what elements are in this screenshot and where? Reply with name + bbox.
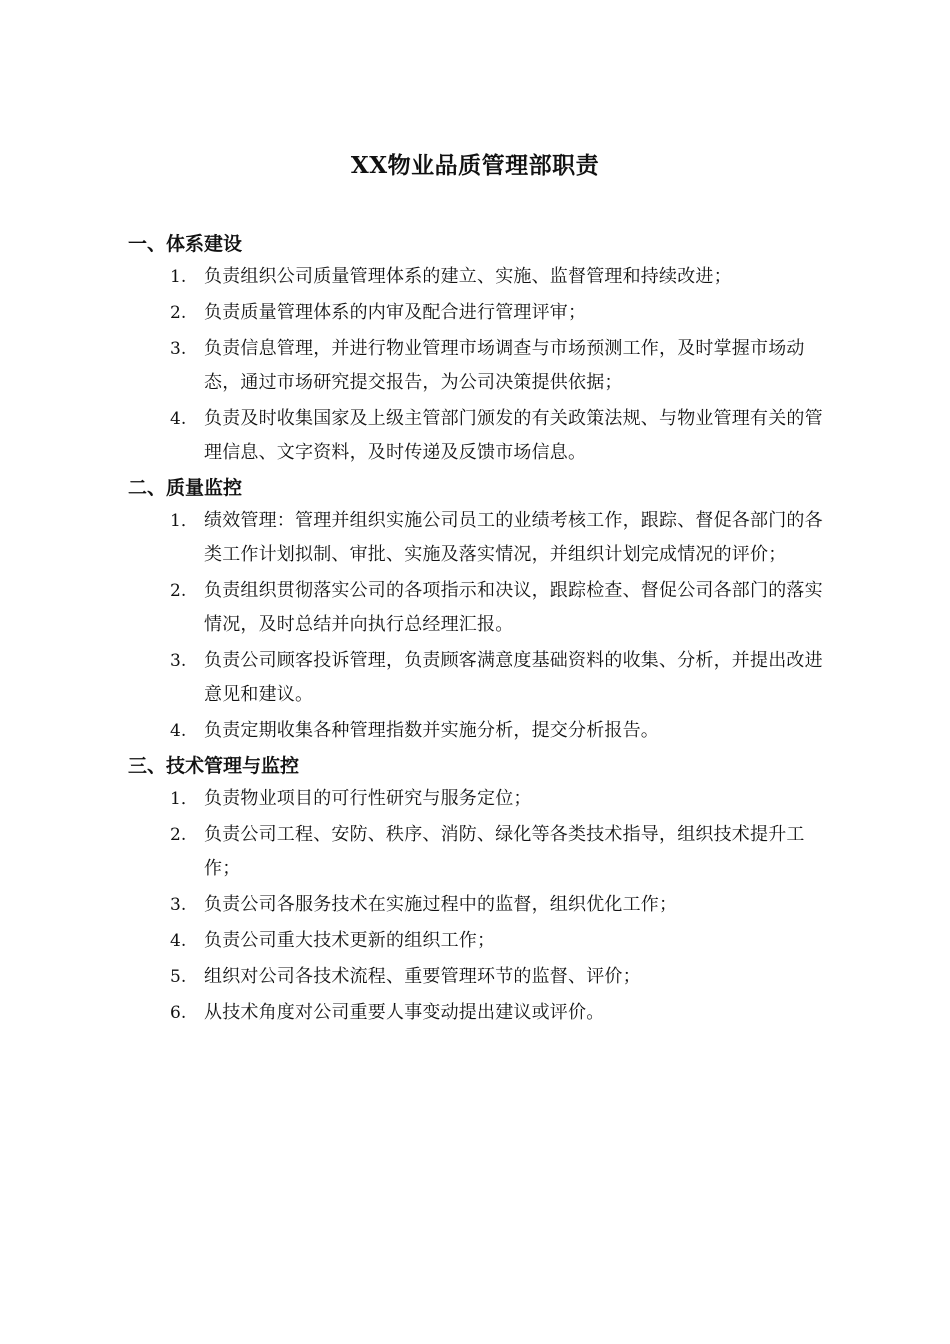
duty-item-text: 负责组织贯彻落实公司的各项指示和决议，跟踪检查、督促公司各部门的落实情况，及时总结并向执行总经理汇报。 [204, 580, 823, 635]
duty-item-number: 4. [170, 409, 187, 429]
duty-list [128, 504, 828, 748]
duty-item [128, 960, 828, 994]
section-heading: 一、体系建设 [128, 233, 243, 255]
section-technical-management [128, 750, 828, 1030]
duty-item-text: 负责公司重大技术更新的组织工作； [204, 930, 496, 951]
duty-item-number: 3. [170, 339, 187, 359]
duty-item-text: 负责质量管理体系的内审及配合进行管理评审； [204, 302, 587, 323]
duty-item [128, 818, 828, 886]
document-body [128, 228, 828, 1032]
section-system-construction [128, 228, 828, 470]
duty-list [128, 782, 828, 1030]
duty-item-number: 6. [170, 1003, 187, 1023]
duty-item [128, 504, 828, 572]
duty-item [128, 888, 828, 922]
duty-item-text: 负责公司顾客投诉管理，负责顾客满意度基础资料的收集、分析，并提出改进意见和建议。 [204, 650, 823, 705]
duty-item-text: 负责公司各服务技术在实施过程中的监督，组织优化工作； [204, 894, 678, 915]
duty-item-text: 负责组织公司质量管理体系的建立、实施、监督管理和持续改进； [204, 266, 732, 287]
duty-item-number: 4. [170, 721, 187, 741]
section-heading: 二、质量监控 [128, 477, 243, 499]
duty-item [128, 996, 828, 1030]
duty-item-text: 负责公司工程、安防、秩序、消防、绿化等各类技术指导，组织技术提升工作； [204, 824, 805, 879]
duty-item [128, 644, 828, 712]
section-quality-monitoring [128, 472, 828, 748]
duty-item-number: 2. [170, 303, 187, 323]
duty-item [128, 332, 828, 400]
duty-item [128, 260, 828, 294]
duty-item [128, 782, 828, 816]
duty-item-text: 负责信息管理，并进行物业管理市场调查与市场预测工作，及时掌握市场动态，通过市场研究提交报告，为公司决策提供依据； [204, 338, 805, 393]
duty-item-text: 负责定期收集各种管理指数并实施分析，提交分析报告。 [204, 720, 659, 741]
duty-item-text: 负责物业项目的可行性研究与服务定位； [204, 788, 532, 809]
duty-item-number: 5. [170, 967, 187, 987]
duty-item-number: 1． [170, 511, 198, 531]
duty-item-number: 3. [170, 651, 187, 671]
duty-item-text: 负责及时收集国家及上级主管部门颁发的有关政策法规、与物业管理有关的管理信息、文字资料，及时传递及反馈市场信息。 [204, 408, 823, 463]
duty-item [128, 402, 828, 470]
duty-list [128, 260, 828, 470]
duty-item-text: 组织对公司各技术流程、重要管理环节的监督、评价； [204, 966, 641, 987]
duty-item-number: 1. [170, 267, 187, 287]
duty-item [128, 924, 828, 958]
duty-item-text: 从技术角度对公司重要人事变动提出建议或评价。 [204, 1002, 605, 1023]
duty-item-number: 1． [170, 789, 198, 809]
duty-item-text: 绩效管理：管理并组织实施公司员工的业绩考核工作，跟踪、督促各部门的各类工作计划拟制、审批、实施及落实情况，并组织计划完成情况的评价； [204, 510, 823, 565]
duty-item-number: 2. [170, 581, 187, 601]
document-title: XX物业品质管理部职责 [350, 152, 600, 179]
duty-item-number: 3. [170, 895, 187, 915]
duty-item [128, 296, 828, 330]
duty-item-number: 4. [170, 931, 187, 951]
duty-item [128, 574, 828, 642]
duty-item [128, 714, 828, 748]
duty-item-number: 2. [170, 825, 187, 845]
section-heading: 三、技术管理与监控 [128, 755, 300, 777]
